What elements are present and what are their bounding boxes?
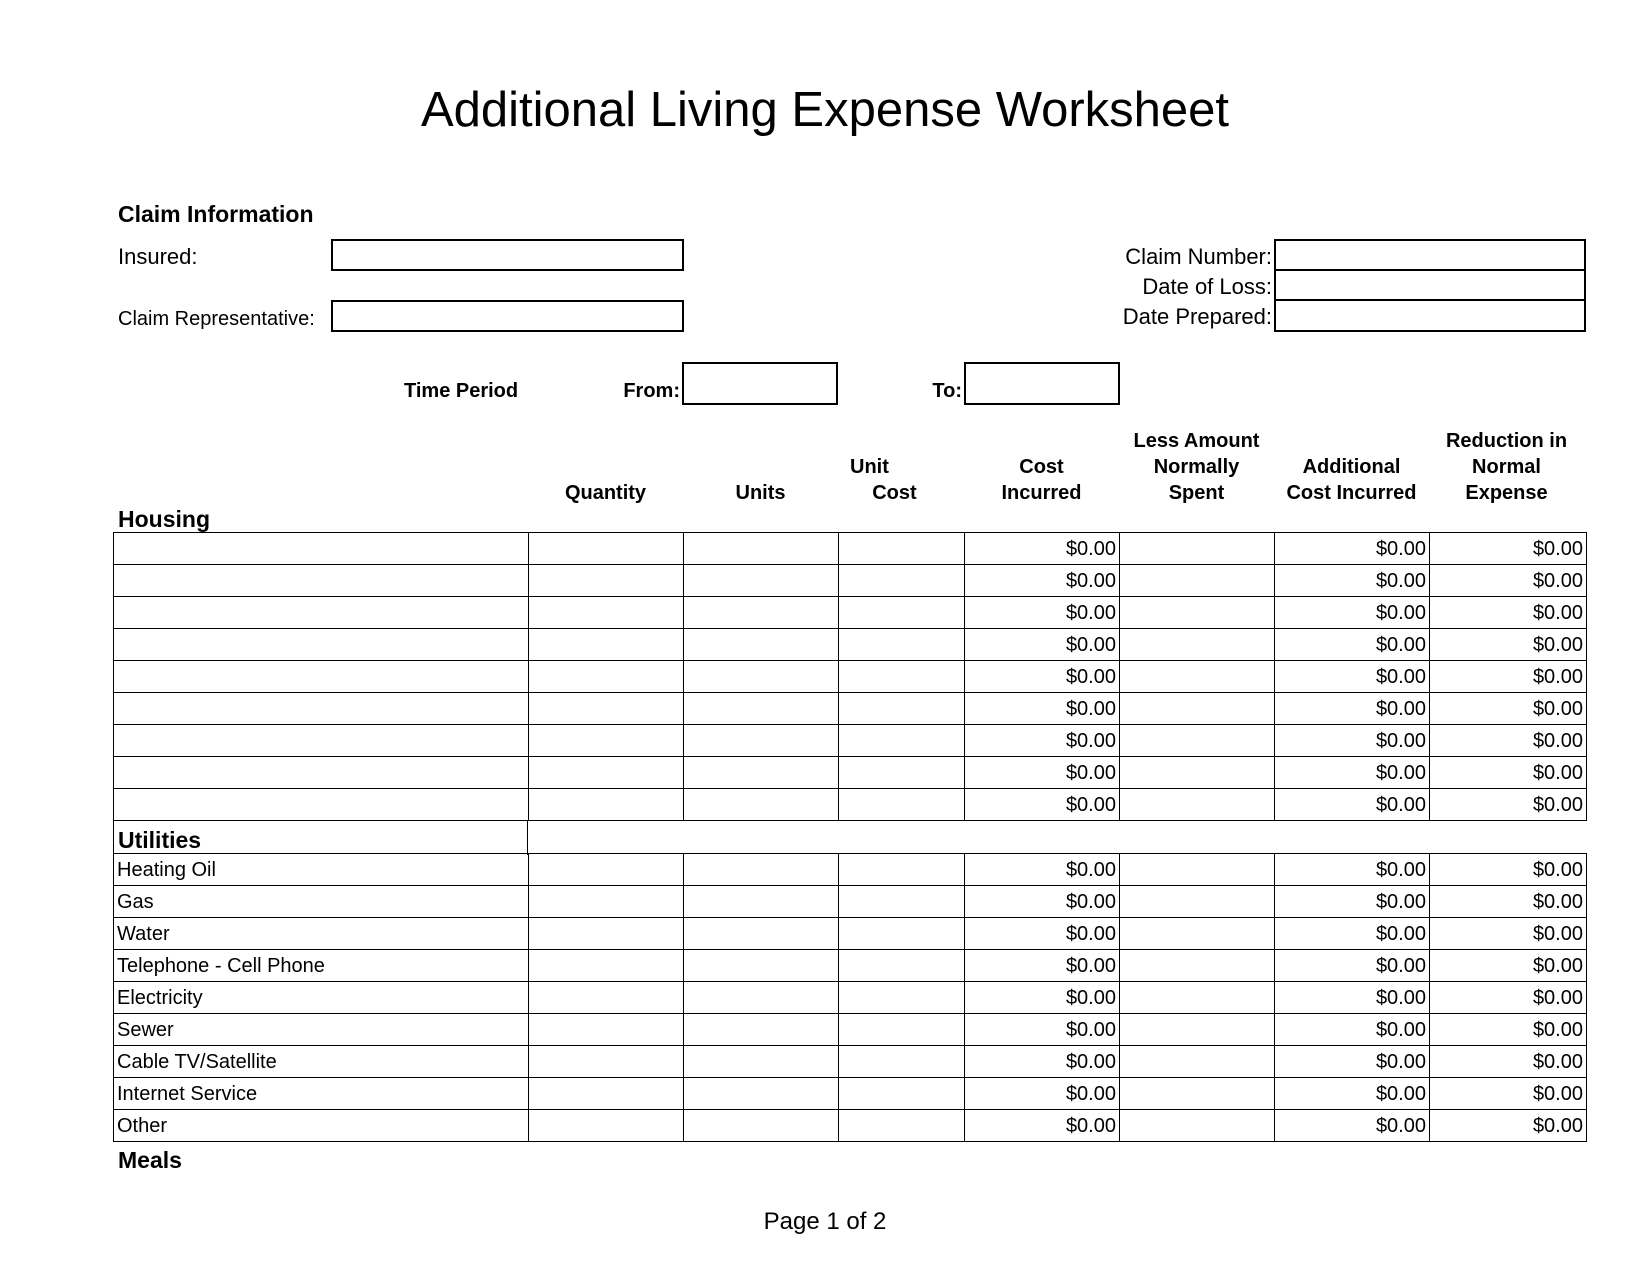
insured-label: Insured: (118, 244, 198, 269)
less-amount-cell[interactable] (1120, 757, 1275, 789)
item-cell[interactable] (114, 757, 529, 789)
col-header-reduction: Reduction in Normal Expense (1445, 430, 1568, 504)
table-row (114, 725, 1587, 757)
cost-incurred-cell[interactable]: $0.00 (965, 1110, 1120, 1142)
cost-incurred-cell[interactable]: $0.00 (965, 757, 1120, 789)
additional-cost-cell[interactable]: $0.00 (1275, 725, 1430, 757)
unit-cost-cell[interactable] (839, 693, 965, 725)
reduction-cell[interactable]: $0.00 (1430, 982, 1587, 1014)
units-cell[interactable] (684, 597, 839, 629)
additional-cost-cell[interactable]: $0.00 (1275, 661, 1430, 693)
date-of-loss-label: Date of Loss: (1142, 274, 1272, 299)
reduction-cell[interactable]: $0.00 (1430, 693, 1587, 725)
time-period-label: Time Period (404, 380, 519, 402)
meals-heading: Meals (118, 1147, 182, 1173)
claim-number-field[interactable] (1274, 239, 1586, 271)
unit-cost-cell[interactable] (839, 789, 965, 821)
additional-cost-cell[interactable]: $0.00 (1275, 533, 1430, 565)
table-row (114, 1014, 1587, 1046)
utilities-heading-cell (113, 821, 528, 855)
item-cell[interactable]: Telephone - Cell Phone (114, 950, 529, 982)
less-amount-cell[interactable] (1120, 886, 1275, 918)
table-row (114, 918, 1587, 950)
unit-cost-cell[interactable] (839, 886, 965, 918)
quantity-cell[interactable] (529, 725, 684, 757)
quantity-cell[interactable] (529, 1046, 684, 1078)
quantity-cell[interactable] (529, 629, 684, 661)
quantity-cell[interactable] (529, 854, 684, 886)
less-amount-cell[interactable] (1120, 597, 1275, 629)
less-amount-cell[interactable] (1120, 1078, 1275, 1110)
units-cell[interactable] (684, 661, 839, 693)
item-cell[interactable]: Gas (114, 886, 529, 918)
item-cell[interactable]: Heating Oil (114, 854, 529, 886)
col-header-quantity: Quantity (564, 482, 647, 504)
units-cell[interactable] (684, 1078, 839, 1110)
unit-cost-cell[interactable] (839, 1046, 965, 1078)
reduction-cell[interactable]: $0.00 (1430, 1078, 1587, 1110)
reduction-cell[interactable]: $0.00 (1430, 533, 1587, 565)
units-cell[interactable] (684, 1014, 839, 1046)
item-cell[interactable]: Electricity (114, 982, 529, 1014)
col-header-additional-cost: Additional Cost Incurred (1286, 456, 1417, 504)
utilities-table (113, 853, 1587, 1142)
table-row (114, 629, 1587, 661)
additional-cost-cell[interactable]: $0.00 (1275, 886, 1430, 918)
less-amount-cell[interactable] (1120, 1014, 1275, 1046)
date-of-loss-field[interactable] (1274, 269, 1586, 301)
additional-cost-cell[interactable]: $0.00 (1275, 1014, 1430, 1046)
table-row (114, 533, 1587, 565)
claim-representative-label: Claim Representative: (118, 308, 315, 330)
less-amount-cell[interactable] (1120, 854, 1275, 886)
additional-cost-cell[interactable]: $0.00 (1275, 1110, 1430, 1142)
cost-incurred-cell[interactable]: $0.00 (965, 982, 1120, 1014)
additional-cost-cell[interactable]: $0.00 (1275, 629, 1430, 661)
item-cell[interactable] (114, 533, 529, 565)
unit-cost-cell[interactable] (839, 982, 965, 1014)
cost-incurred-cell[interactable]: $0.00 (965, 854, 1120, 886)
units-cell[interactable] (684, 565, 839, 597)
unit-cost-cell[interactable] (839, 950, 965, 982)
unit-cost-cell[interactable] (839, 725, 965, 757)
reduction-cell[interactable]: $0.00 (1430, 789, 1587, 821)
to-label: To: (932, 380, 962, 402)
reduction-cell[interactable]: $0.00 (1430, 950, 1587, 982)
cost-incurred-cell[interactable]: $0.00 (965, 661, 1120, 693)
less-amount-cell[interactable] (1120, 693, 1275, 725)
cost-incurred-cell[interactable]: $0.00 (965, 565, 1120, 597)
additional-cost-cell[interactable]: $0.00 (1275, 1046, 1430, 1078)
unit-cost-cell[interactable] (839, 1014, 965, 1046)
less-amount-cell[interactable] (1120, 950, 1275, 982)
cost-incurred-cell[interactable]: $0.00 (965, 597, 1120, 629)
reduction-cell[interactable]: $0.00 (1430, 1014, 1587, 1046)
quantity-cell[interactable] (529, 982, 684, 1014)
utilities-heading: Utilities (118, 827, 202, 853)
units-cell[interactable] (684, 757, 839, 789)
less-amount-cell[interactable] (1120, 918, 1275, 950)
reduction-cell[interactable]: $0.00 (1430, 597, 1587, 629)
item-cell[interactable]: Water (114, 918, 529, 950)
additional-cost-cell[interactable]: $0.00 (1275, 1078, 1430, 1110)
cost-incurred-cell[interactable]: $0.00 (965, 789, 1120, 821)
additional-cost-cell[interactable]: $0.00 (1275, 982, 1430, 1014)
reduction-cell[interactable]: $0.00 (1430, 854, 1587, 886)
cost-incurred-cell[interactable]: $0.00 (965, 918, 1120, 950)
unit-cost-cell[interactable] (839, 1110, 965, 1142)
cost-incurred-cell[interactable]: $0.00 (965, 693, 1120, 725)
additional-cost-cell[interactable]: $0.00 (1275, 757, 1430, 789)
quantity-cell[interactable] (529, 533, 684, 565)
unit-cost-cell[interactable] (839, 629, 965, 661)
from-date-field[interactable] (682, 362, 838, 405)
units-cell[interactable] (684, 1110, 839, 1142)
unit-cost-cell[interactable] (839, 854, 965, 886)
additional-cost-cell[interactable]: $0.00 (1275, 918, 1430, 950)
reduction-cell[interactable]: $0.00 (1430, 725, 1587, 757)
unit-cost-cell[interactable] (839, 918, 965, 950)
table-row (114, 661, 1587, 693)
quantity-cell[interactable] (529, 1014, 684, 1046)
quantity-cell[interactable] (529, 789, 684, 821)
col-header-units: Units (735, 482, 786, 504)
quantity-cell[interactable] (529, 918, 684, 950)
item-cell[interactable] (114, 789, 529, 821)
table-row (114, 982, 1587, 1014)
table-row (114, 565, 1587, 597)
table-row (114, 1046, 1587, 1078)
quantity-cell[interactable] (529, 597, 684, 629)
item-cell[interactable]: Other (114, 1110, 529, 1142)
less-amount-cell[interactable] (1120, 1046, 1275, 1078)
less-amount-cell[interactable] (1120, 789, 1275, 821)
units-cell[interactable] (684, 725, 839, 757)
quantity-cell[interactable] (529, 565, 684, 597)
quantity-cell[interactable] (529, 886, 684, 918)
cost-incurred-cell[interactable]: $0.00 (965, 886, 1120, 918)
item-cell[interactable] (114, 565, 529, 597)
reduction-cell[interactable]: $0.00 (1430, 629, 1587, 661)
reduction-cell[interactable]: $0.00 (1430, 1110, 1587, 1142)
quantity-cell[interactable] (529, 1078, 684, 1110)
units-cell[interactable] (684, 1046, 839, 1078)
cost-incurred-cell[interactable]: $0.00 (965, 725, 1120, 757)
additional-cost-cell[interactable]: $0.00 (1275, 565, 1430, 597)
table-row (114, 854, 1587, 886)
cost-incurred-cell[interactable]: $0.00 (965, 1046, 1120, 1078)
housing-heading: Housing (118, 506, 210, 532)
cost-incurred-cell[interactable]: $0.00 (965, 629, 1120, 661)
item-cell[interactable] (114, 725, 529, 757)
units-cell[interactable] (684, 533, 839, 565)
item-cell[interactable]: Sewer (114, 1014, 529, 1046)
from-label: From: (623, 380, 680, 402)
date-prepared-label: Date Prepared: (1122, 304, 1272, 329)
item-cell[interactable] (114, 693, 529, 725)
insured-field[interactable] (331, 239, 684, 271)
table-row (114, 1110, 1587, 1142)
reduction-cell[interactable]: $0.00 (1430, 886, 1587, 918)
claim-representative-field[interactable] (331, 300, 684, 332)
units-cell[interactable] (684, 693, 839, 725)
quantity-cell[interactable] (529, 757, 684, 789)
additional-cost-cell[interactable]: $0.00 (1275, 854, 1430, 886)
units-cell[interactable] (684, 629, 839, 661)
unit-cost-cell[interactable] (839, 1078, 965, 1110)
unit-cost-cell[interactable] (839, 757, 965, 789)
page-title: Additional Living Expense Worksheet (420, 83, 1230, 137)
page-number: Page 1 of 2 (763, 1208, 887, 1235)
reduction-cell[interactable]: $0.00 (1430, 661, 1587, 693)
less-amount-cell[interactable] (1120, 533, 1275, 565)
quantity-cell[interactable] (529, 1110, 684, 1142)
col-header-cost-incurred: Cost Incurred (1001, 456, 1082, 504)
less-amount-cell[interactable] (1120, 565, 1275, 597)
units-cell[interactable] (684, 789, 839, 821)
cost-incurred-cell[interactable]: $0.00 (965, 533, 1120, 565)
item-cell[interactable]: Cable TV/Satellite (114, 1046, 529, 1078)
claim-info-heading: Claim Information (118, 201, 314, 227)
quantity-cell[interactable] (529, 693, 684, 725)
additional-cost-cell[interactable]: $0.00 (1275, 693, 1430, 725)
col-header-less-amount: Less Amount Normally Spent (1133, 430, 1260, 504)
item-cell[interactable] (114, 597, 529, 629)
quantity-cell[interactable] (529, 950, 684, 982)
units-cell[interactable] (684, 854, 839, 886)
cost-incurred-cell[interactable]: $0.00 (965, 1078, 1120, 1110)
item-cell[interactable] (114, 661, 529, 693)
cost-incurred-cell[interactable]: $0.00 (965, 1014, 1120, 1046)
date-prepared-field[interactable] (1274, 299, 1586, 332)
additional-cost-cell[interactable]: $0.00 (1275, 950, 1430, 982)
reduction-cell[interactable]: $0.00 (1430, 757, 1587, 789)
units-cell[interactable] (684, 886, 839, 918)
unit-cost-cell[interactable] (839, 661, 965, 693)
cost-incurred-cell[interactable]: $0.00 (965, 950, 1120, 982)
less-amount-cell[interactable] (1120, 982, 1275, 1014)
housing-table (113, 532, 1587, 821)
less-amount-cell[interactable] (1120, 629, 1275, 661)
units-cell[interactable] (684, 950, 839, 982)
col-header-unit-cost: Unit Cost (850, 456, 917, 504)
additional-cost-cell[interactable]: $0.00 (1275, 789, 1430, 821)
reduction-cell[interactable]: $0.00 (1430, 918, 1587, 950)
less-amount-cell[interactable] (1120, 1110, 1275, 1142)
to-date-field[interactable] (964, 362, 1120, 405)
table-row (114, 950, 1587, 982)
less-amount-cell[interactable] (1120, 725, 1275, 757)
additional-cost-cell[interactable]: $0.00 (1275, 597, 1430, 629)
table-row (114, 1078, 1587, 1110)
quantity-cell[interactable] (529, 661, 684, 693)
claim-number-label: Claim Number: (1125, 244, 1272, 269)
table-row (114, 789, 1587, 821)
units-cell[interactable] (684, 982, 839, 1014)
unit-cost-cell[interactable] (839, 533, 965, 565)
units-cell[interactable] (684, 918, 839, 950)
unit-cost-cell[interactable] (839, 565, 965, 597)
item-cell[interactable]: Internet Service (114, 1078, 529, 1110)
reduction-cell[interactable]: $0.00 (1430, 565, 1587, 597)
table-row (114, 693, 1587, 725)
table-row (114, 757, 1587, 789)
unit-cost-cell[interactable] (839, 597, 965, 629)
less-amount-cell[interactable] (1120, 661, 1275, 693)
reduction-cell[interactable]: $0.00 (1430, 1046, 1587, 1078)
table-row (114, 886, 1587, 918)
item-cell[interactable] (114, 629, 529, 661)
table-row (114, 597, 1587, 629)
